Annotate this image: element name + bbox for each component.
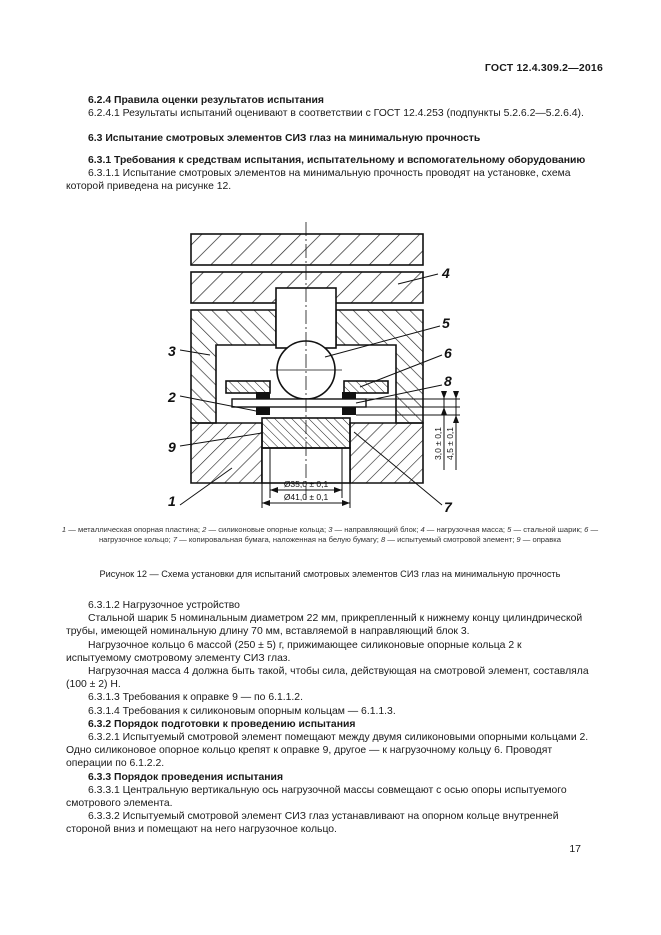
callout-5: 5 (442, 315, 450, 331)
para-steel-ball: Стальной шарик 5 номинальным диаметром 22 мм, прикрепленный к нижнему концу цилиндрической трубы, имеющей номинальную длину 70 мм, вставляемой в направляющий блок 3. (66, 613, 583, 638)
loading-ring-right (344, 381, 388, 393)
callout-3: 3 (168, 343, 176, 359)
legend-item-5: 5 — стальной шарик; (507, 525, 585, 534)
silicone-ring-left (256, 407, 270, 415)
heading-6-3-2: 6.3.2 Порядок подготовки к проведению испытания (88, 718, 356, 730)
legend-item-1: 1 — металлическая опорная пластина; (61, 525, 203, 534)
heading-6-3-3: 6.3.3 Порядок проведения испытания (88, 771, 284, 783)
dim-d41: Ø41,0 ± 0,1 (283, 492, 329, 502)
section-6-3-1-2-onward (66, 599, 589, 837)
para-load-mass: Нагрузочная масса 4 должна быть такой, чтобы сила, действующая на смотровой элемент, составляла (100 ± 2) Н. (66, 666, 589, 691)
callout-8: 8 (444, 373, 452, 389)
legend-item-2: 2 — силиконовые опорные кольца; (202, 525, 329, 534)
upper-plate (191, 234, 423, 265)
legend-item-9: 9 — оправка (516, 535, 561, 544)
para-6-3-1-3: 6.3.1.3 Требования к оправке 9 — по 6.1.1.2. (88, 692, 303, 704)
legend-item-7: 7 — копировальная бумага, наложенная на белую бумагу; (172, 535, 382, 544)
dim-h30: 3,0 ± 0,1 (433, 426, 443, 460)
heading-6-3: 6.3 Испытание смотровых элементов СИЗ глаз на минимальную прочность (88, 133, 481, 145)
para-6-3-3-2: 6.3.3.2 Испытуемый смотровой элемент СИЗ глаз устанавливают на опорном кольце внутренней стороной вниз и помещают на него нагрузочное кольцо. (66, 811, 559, 836)
silicone-ring-right (342, 407, 356, 415)
para-6-3-1-2: 6.3.1.2 Нагрузочное устройство (88, 600, 240, 611)
dim-d35: Ø35,0 ± 0,1 (283, 479, 329, 489)
callout-2: 2 (168, 389, 176, 405)
heading-6-2-4: 6.2.4 Правила оценки результатов испытания (88, 95, 324, 106)
document-header: ГОСТ 12.4.309.2—2016 (484, 62, 603, 74)
callout-4: 4 (442, 265, 450, 281)
para-6-3-3-1: 6.3.3.1 Центральную вертикальную ось нагрузочной массы совмещают с осью опоры испытуемого смотрового элемента. (66, 784, 567, 810)
callout-6: 6 (444, 345, 452, 361)
legend-item-4: 4 — нагрузочная масса; (420, 525, 508, 534)
heading-6-3-1: 6.3.1 Требования к средствам испытания, испытательному и вспомогательному оборудованию (88, 154, 586, 166)
para-loading-ring: Нагрузочное кольцо 6 массой (250 ± 5) г, прижимающее силиконовые опорные кольца 2 к испытуемому смотровому элементу СИЗ глаз. (66, 639, 522, 664)
loading-ring-left (226, 381, 270, 393)
legend-item-8: 8 — испытуемый смотровой элемент; (381, 535, 517, 544)
figure-caption: Рисунок 12 — Схема установки для испытаний смотровых элементов СИЗ глаз на минимальную прочность (99, 569, 561, 579)
para-6-3-2-1: 6.3.2.1 Испытуемый смотровой элемент помещают между двумя силиконовыми опорными кольцами 2. Одно силиконовое опорное кольцо крепят к оправке 9, другое — к нагрузочному кольцу 6. Проводят операции по 6.1.2.2. (66, 732, 589, 770)
support-plate-left (191, 423, 262, 483)
callout-1: 1 (168, 493, 176, 509)
para-6-2-4-1: 6.2.4.1 Результаты испытаний оценивают в соответствии с ГОСТ 12.4.253 (подпункты 5.2.6.2—5.2.6.4). (88, 108, 584, 120)
support-plate-right (350, 423, 423, 483)
callout-7: 7 (444, 499, 452, 515)
tested-element (232, 399, 366, 407)
figure-legend (50, 525, 610, 545)
page-number: 17 (569, 843, 581, 855)
legend-item-6: 6 — нагрузочное кольцо; (98, 525, 599, 544)
para-6-3-1-4: 6.3.1.4 Требования к силиконовым опорным кольцам — 6.1.1.3. (88, 705, 396, 717)
para-6-3-1-1: 6.3.1.1 Испытание смотровых элементов на минимальную прочность проводят на установке, схема которой приведена на рисунке 12. (66, 167, 571, 193)
dim-h45: 4,5 ± 0,1 (445, 426, 455, 460)
callout-9: 9 (168, 439, 176, 455)
legend-item-3: 3 — направляющий блок; (328, 525, 421, 534)
